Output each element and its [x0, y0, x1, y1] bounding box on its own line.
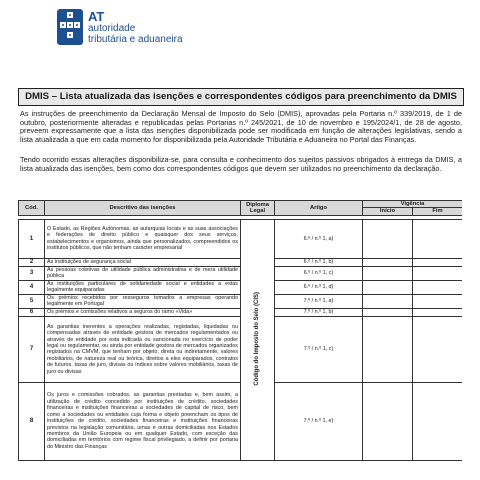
row-inicio — [363, 382, 413, 460]
row-description: As instituições de segurança social — [45, 258, 241, 266]
table-row — [19, 280, 463, 294]
row-fim — [413, 258, 463, 266]
logo-at: AT — [88, 9, 105, 24]
table-row — [19, 308, 463, 316]
intro-paragraph-1: As instruções de preenchimento da Declaração Mensal de Imposto do Selo (DMIS), aprovadas pela Portaria n.º 339/2019, de 1 de outubro, posteriormente alteradas e republicadas pelas Portarias n.º 245/2021, de 10 de novembro e 195/2024/1, de 28 de agosto, preveem expressamente que a lista das isenções disponibilizada pode ser modificada em função de alterações legislativas, sendo a lista atualizada a que em cada momento for disponibilizada pela Autoridade Tributária e Aduaneira no Portal das Finanças. — [20, 109, 462, 144]
row-inicio — [363, 280, 413, 294]
row-cod: 2 — [19, 258, 45, 266]
header-inicio: Início — [363, 208, 413, 215]
row-description: Os juros e comissões cobrados, as garantias prestadas e, bem assim, a utilização de crédito concedido por instituições de crédito, sociedades financeiras e instituições financeiras a sociedades de capital de risco, bem como a sociedades ou entidades cuja forma e objeto preencham os tipos de instituições de crédito, sociedades financeiras e instituições financeiras previstos na legislação comunitária, umas e outras domiciliadas nos Estados membros da União Europeia ou em qualquer Estado, com exceção das domiciliadas em territórios com regime fiscal privilegiado, a definir por portaria do Ministro das Finanças — [45, 382, 241, 460]
row-cod: 7 — [19, 316, 45, 382]
row-inicio — [363, 266, 413, 280]
row-cod: 1 — [19, 219, 45, 258]
document-title: DMIS – Lista atualizada das isenções e correspondentes códigos para preenchimento da DMIS — [18, 88, 464, 106]
row-cod: 4 — [19, 280, 45, 294]
row-description: As garantias inerentes a operações realizadas, registadas, liquidadas ou compensadas através de entidade gestora de mercados regulamentados ou através de entidade por esta indicada ou sancionada no exercício de poder legal ou regulamentar, ou ainda por entidade gestora de mercados organizados registados na CMVM, que tenham por objeto, direta ou indiretamente, valores mobiliários, de natureza real ou teórica, direitos a eles equiparados, contratos de futuros, taxas de juro, divisas ou índices sobre valores mobiliários, taxas de juro ou divisas — [45, 316, 241, 382]
at-logo — [56, 8, 206, 50]
row-cod: 3 — [19, 266, 45, 280]
header-diploma: Diploma Legal — [241, 201, 275, 216]
table-row — [19, 316, 463, 382]
logo-line-1: autoridade — [88, 23, 136, 34]
row-description: O Estado, as Regiões Autónomas, as autarquias locais e as suas associações e federações de direito público e quaisquer dos seus serviços, estabelecimentos e organismos, ainda que personalizados, compreendidos os institutos públicos, que não tenham carácter empresarial — [45, 219, 241, 258]
row-fim — [413, 280, 463, 294]
row-article: 7.º / n.º 1, a) — [275, 294, 363, 308]
header-vigencia: Vigência — [363, 201, 463, 208]
row-article: 6.º / n.º 1, b) — [275, 258, 363, 266]
row-inicio — [363, 316, 413, 382]
header-cod: Cód. — [19, 201, 45, 216]
row-cod: 5 — [19, 294, 45, 308]
header-artigo: Artigo — [275, 201, 363, 216]
row-cod: 6 — [19, 308, 45, 316]
logo-text — [88, 10, 183, 45]
row-inicio — [363, 258, 413, 266]
row-fim — [413, 308, 463, 316]
diploma-legal-value: Código do Imposto do Selo (CIS) — [254, 291, 261, 386]
row-cod: 8 — [19, 382, 45, 460]
row-article: 7.º / n.º 1, b) — [275, 308, 363, 316]
row-fim — [413, 266, 463, 280]
row-article: 7.º / n.º 1, e) — [275, 382, 363, 460]
row-fim — [413, 294, 463, 308]
row-inicio — [363, 294, 413, 308]
row-fim — [413, 219, 463, 258]
diploma-legal-cell — [241, 219, 275, 460]
isencoes-table — [18, 200, 462, 461]
row-fim — [413, 382, 463, 460]
row-article: 6.º / n.º 1, c) — [275, 266, 363, 280]
table-row — [19, 219, 463, 258]
row-article: 6.º / n.º 1, d) — [275, 280, 363, 294]
row-article: 7.º / n.º 1, c) — [275, 316, 363, 382]
portuguese-shield-icon — [56, 8, 84, 46]
header-descricao: Descritivo das isenções — [45, 201, 241, 216]
row-fim — [413, 316, 463, 382]
row-description: As instituições particulares de solidariedade social e entidades a estas legalmente equiparadas — [45, 280, 241, 294]
table-row — [19, 382, 463, 460]
row-description: Os prémios e comissões relativos a seguros do ramo «Vida» — [45, 308, 241, 316]
row-article: 6.º / n.º 1, a) — [275, 219, 363, 258]
table-row — [19, 258, 463, 266]
row-inicio — [363, 219, 413, 258]
intro-paragraph-2: Tendo ocorrido essas alterações disponibiliza-se, para consulta e conhecimento dos sujeitos passivos obrigados à entrega da DMIS, a lista atualizada das isenções, bem como dos correspondentes códigos que devem ser utilizados no preenchimento da declaração. — [20, 155, 462, 173]
table-row — [19, 294, 463, 308]
header-fim: Fim — [413, 208, 463, 215]
isencoes-table-container — [18, 200, 462, 480]
table-row — [19, 266, 463, 280]
logo-line-2: tributária e aduaneira — [88, 34, 183, 45]
row-inicio — [363, 308, 413, 316]
row-description: Os prémios recebidos por resseguros tomados a empresas operando legalmente em Portugal — [45, 294, 241, 308]
row-description: As pessoas coletivas de utilidade pública administrativa e de mera utilidade pública — [45, 266, 241, 280]
